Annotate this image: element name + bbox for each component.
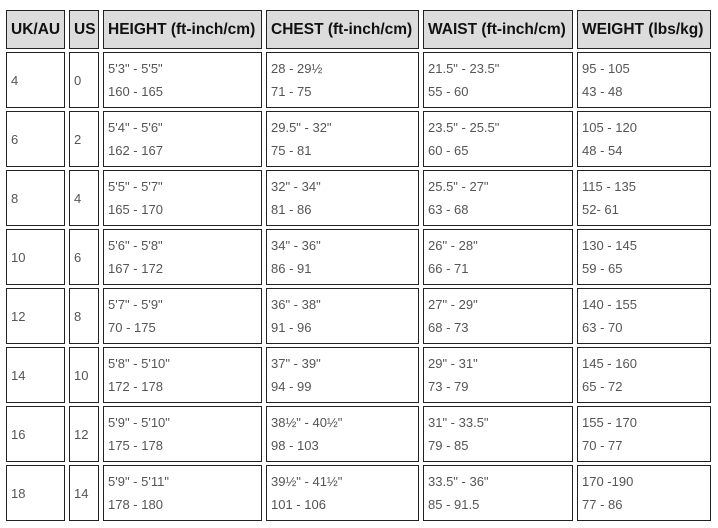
- cell-height-imperial: 5'4" - 5'6": [108, 120, 163, 135]
- table-row: [6, 111, 711, 167]
- cell-chest-metric: 86 - 91: [271, 261, 312, 276]
- cell-weight: [577, 288, 711, 344]
- cell-chest-imperial: 37" - 39": [271, 356, 321, 371]
- cell-weight-metric: 59 - 65: [582, 261, 623, 276]
- cell-chest-metric: 91 - 96: [271, 320, 312, 335]
- cell-weight-metric: 43 - 48: [582, 84, 623, 99]
- cell-chest: [266, 52, 419, 108]
- cell-chest: [266, 465, 419, 521]
- cell-uk-au: 14: [6, 347, 65, 403]
- cell-chest: [266, 111, 419, 167]
- cell-height-imperial: 5'5" - 5'7": [108, 179, 163, 194]
- cell-waist: [423, 347, 573, 403]
- cell-chest-imperial: 32" - 34": [271, 179, 321, 194]
- header-height: HEIGHT (ft-inch/cm): [103, 10, 262, 49]
- cell-chest: [266, 347, 419, 403]
- cell-height-imperial: 5'9" - 5'11": [108, 474, 169, 489]
- header-us: US: [69, 10, 99, 49]
- cell-weight-imperial: 140 - 155: [582, 297, 637, 312]
- cell-height-metric: 167 - 172: [108, 261, 163, 276]
- cell-waist-metric: 63 - 68: [428, 202, 469, 217]
- cell-weight: [577, 347, 711, 403]
- cell-weight-imperial: 155 - 170: [582, 415, 637, 430]
- cell-us: 14: [69, 465, 99, 521]
- cell-chest-metric: 81 - 86: [271, 202, 312, 217]
- cell-waist: [423, 465, 573, 521]
- cell-waist-imperial: 33.5" - 36": [428, 474, 489, 489]
- cell-weight-metric: 70 - 77: [582, 438, 623, 453]
- cell-height-metric: 165 - 170: [108, 202, 163, 217]
- cell-uk-au: 10: [6, 229, 65, 285]
- cell-weight: [577, 111, 711, 167]
- cell-chest-metric: 94 - 99: [271, 379, 312, 394]
- table-row: [6, 52, 711, 108]
- cell-height: [103, 52, 262, 108]
- cell-chest-imperial: 36" - 38": [271, 297, 321, 312]
- cell-weight-imperial: 170 -190: [582, 474, 634, 489]
- cell-weight: [577, 170, 711, 226]
- cell-height-metric: 70 - 175: [108, 320, 156, 335]
- cell-waist: [423, 111, 573, 167]
- cell-height: [103, 465, 262, 521]
- cell-weight: [577, 465, 711, 521]
- cell-height: [103, 170, 262, 226]
- cell-height: [103, 347, 262, 403]
- cell-height-metric: 162 - 167: [108, 143, 163, 158]
- cell-waist-imperial: 26" - 28": [428, 238, 478, 253]
- cell-waist-imperial: 29" - 31": [428, 356, 478, 371]
- cell-weight-imperial: 115 - 135: [582, 179, 636, 194]
- cell-weight: [577, 229, 711, 285]
- cell-chest-imperial: 28 - 29½: [271, 61, 323, 76]
- table-header: [6, 10, 711, 49]
- cell-chest-imperial: 34" - 36": [271, 238, 321, 253]
- cell-weight-imperial: 95 - 105: [582, 61, 630, 76]
- cell-waist-metric: 60 - 65: [428, 143, 469, 158]
- cell-height-imperial: 5'9" - 5'10": [108, 415, 170, 430]
- cell-chest: [266, 406, 419, 462]
- cell-us: 2: [69, 111, 99, 167]
- cell-waist: [423, 52, 573, 108]
- cell-chest-imperial: 38½" - 40½": [271, 415, 343, 430]
- header-chest: CHEST (ft-inch/cm): [266, 10, 419, 49]
- cell-uk-au: 16: [6, 406, 65, 462]
- cell-uk-au: 6: [6, 111, 65, 167]
- cell-chest-metric: 71 - 75: [271, 84, 312, 99]
- cell-us: 4: [69, 170, 99, 226]
- cell-chest-metric: 101 - 106: [271, 497, 326, 512]
- table-row: [6, 229, 711, 285]
- cell-waist: [423, 229, 573, 285]
- table-body: [6, 52, 711, 521]
- size-chart: [2, 7, 715, 524]
- cell-weight-metric: 65 - 72: [582, 379, 623, 394]
- cell-weight-metric: 52- 61: [582, 202, 619, 217]
- header-weight: WEIGHT (lbs/kg): [577, 10, 711, 49]
- cell-weight-imperial: 145 - 160: [582, 356, 637, 371]
- cell-us: 0: [69, 52, 99, 108]
- cell-waist-metric: 55 - 60: [428, 84, 469, 99]
- cell-chest-imperial: 29.5" - 32": [271, 120, 332, 135]
- cell-chest: [266, 288, 419, 344]
- cell-height: [103, 288, 262, 344]
- cell-waist-imperial: 25.5" - 27": [428, 179, 489, 194]
- cell-waist-imperial: 23.5" - 25.5": [428, 120, 500, 135]
- table-row: [6, 170, 711, 226]
- cell-waist-metric: 68 - 73: [428, 320, 469, 335]
- cell-waist-metric: 73 - 79: [428, 379, 469, 394]
- cell-weight-imperial: 130 - 145: [582, 238, 637, 253]
- cell-height-metric: 172 - 178: [108, 379, 163, 394]
- size-table: [2, 7, 715, 524]
- header-row: [6, 10, 711, 49]
- cell-waist: [423, 406, 573, 462]
- cell-height-metric: 175 - 178: [108, 438, 163, 453]
- cell-height-imperial: 5'8" - 5'10": [108, 356, 170, 371]
- table-row: [6, 465, 711, 521]
- cell-height: [103, 406, 262, 462]
- cell-us: 10: [69, 347, 99, 403]
- cell-weight: [577, 52, 711, 108]
- cell-height: [103, 229, 262, 285]
- cell-chest: [266, 229, 419, 285]
- cell-weight-metric: 77 - 86: [582, 497, 623, 512]
- table-row: [6, 406, 711, 462]
- cell-us: 6: [69, 229, 99, 285]
- cell-us: 8: [69, 288, 99, 344]
- cell-waist: [423, 170, 573, 226]
- cell-height-metric: 178 - 180: [108, 497, 163, 512]
- cell-chest-metric: 98 - 103: [271, 438, 319, 453]
- header-waist: WAIST (ft-inch/cm): [423, 10, 573, 49]
- cell-uk-au: 18: [6, 465, 65, 521]
- cell-waist-imperial: 27" - 29": [428, 297, 478, 312]
- cell-chest-metric: 75 - 81: [271, 143, 312, 158]
- cell-uk-au: 12: [6, 288, 65, 344]
- table-row: [6, 347, 711, 403]
- cell-waist: [423, 288, 573, 344]
- cell-chest-imperial: 39½" - 41½": [271, 474, 343, 489]
- table-row: [6, 288, 711, 344]
- cell-waist-metric: 79 - 85: [428, 438, 469, 453]
- cell-weight: [577, 406, 711, 462]
- cell-us: 12: [69, 406, 99, 462]
- header-uk-au: UK/AU: [6, 10, 65, 49]
- cell-height-imperial: 5'6" - 5'8": [108, 238, 163, 253]
- cell-waist-metric: 85 - 91.5: [428, 497, 480, 512]
- cell-uk-au: 8: [6, 170, 65, 226]
- cell-waist-metric: 66 - 71: [428, 261, 469, 276]
- cell-height: [103, 111, 262, 167]
- cell-waist-imperial: 31" - 33.5": [428, 415, 489, 430]
- cell-uk-au: 4: [6, 52, 65, 108]
- cell-weight-metric: 63 - 70: [582, 320, 623, 335]
- cell-waist-imperial: 21.5" - 23.5": [428, 61, 500, 76]
- cell-weight-imperial: 105 - 120: [582, 120, 637, 135]
- cell-chest: [266, 170, 419, 226]
- cell-height-metric: 160 - 165: [108, 84, 163, 99]
- cell-height-imperial: 5'7" - 5'9": [108, 297, 163, 312]
- cell-height-imperial: 5'3" - 5'5": [108, 61, 163, 76]
- cell-weight-metric: 48 - 54: [582, 143, 623, 158]
